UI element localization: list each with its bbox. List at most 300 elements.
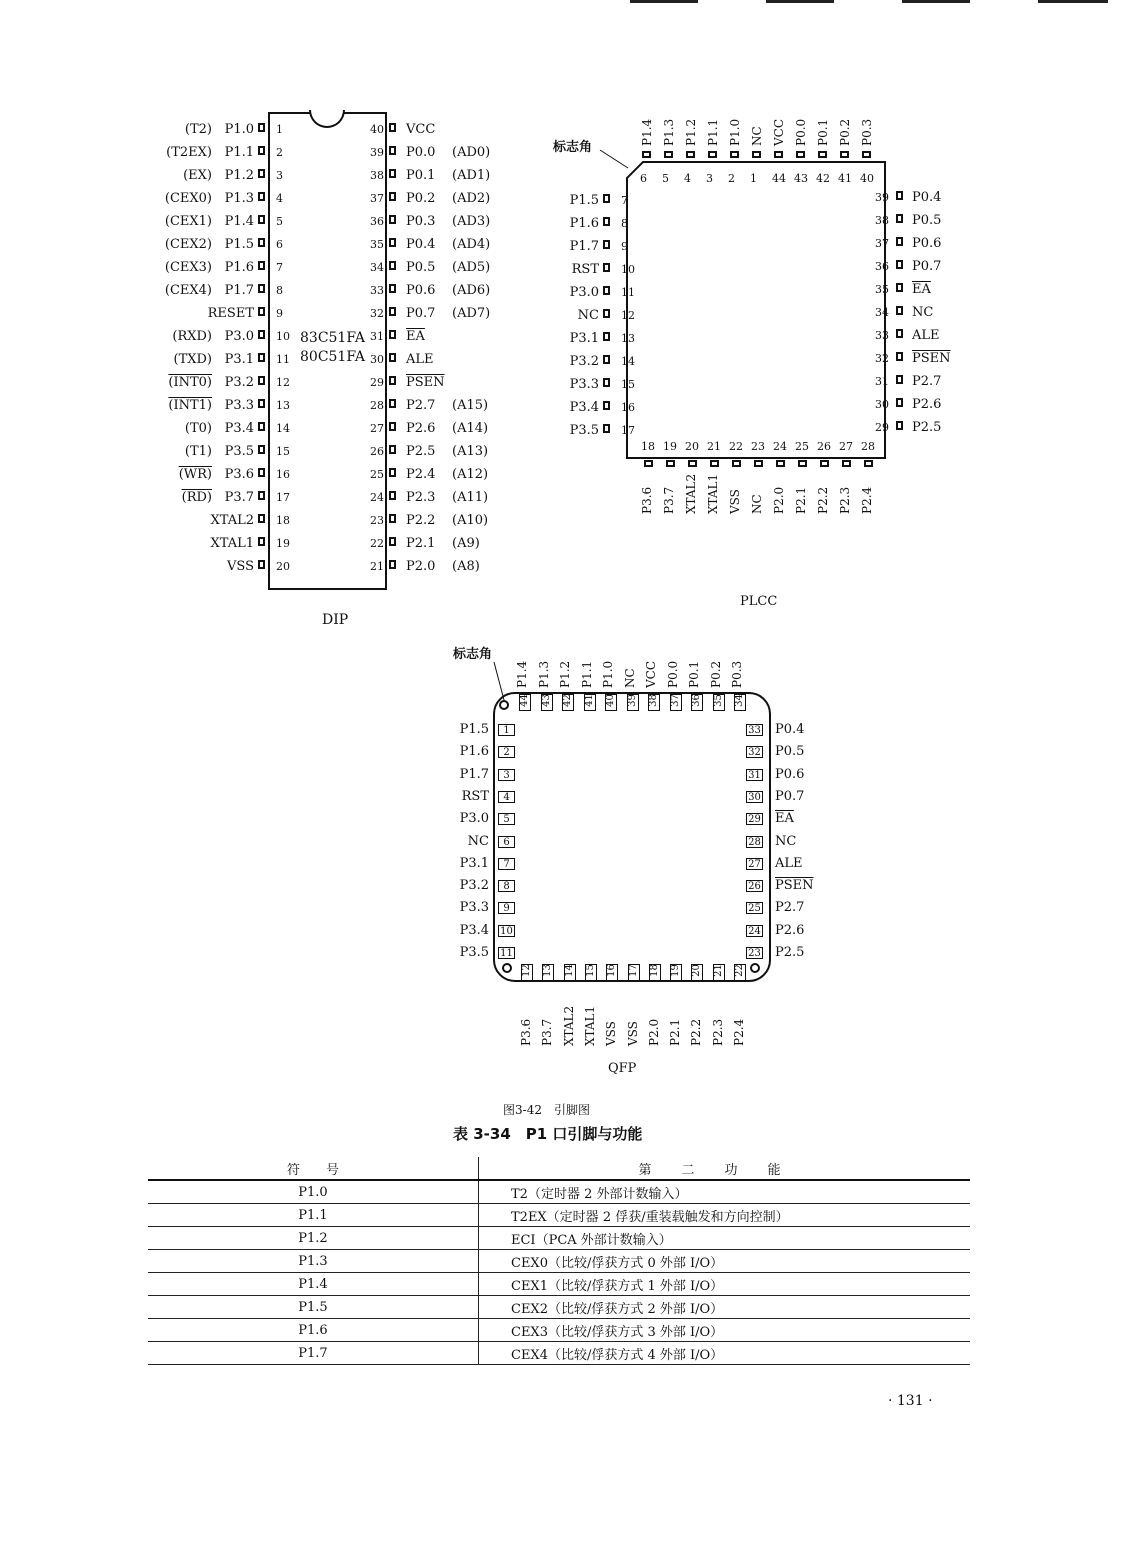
plcc-pin-stub: [776, 460, 785, 467]
plcc-pin-stub: [896, 191, 903, 200]
plcc-pin-number: 41: [838, 172, 852, 185]
dip-pin-number: 30: [370, 353, 384, 366]
table-row: [148, 1227, 970, 1250]
plcc-pin-number: 6: [640, 172, 647, 185]
dip-pin-name: P2.0: [406, 559, 436, 574]
qfp-pin-number: 30: [746, 791, 763, 803]
qfp-pin-name: P0.7: [775, 788, 805, 804]
dip-pin-stub: [389, 307, 396, 316]
dip-pin-name: P1.3: [224, 191, 254, 206]
cell-symbol: P1.7: [148, 1342, 479, 1365]
plcc-pin-name: P0.6: [912, 236, 942, 251]
cell-symbol: P1.0: [148, 1180, 479, 1204]
plcc-pin-name: P1.0: [728, 118, 742, 146]
qfp-pin-number: 37: [670, 694, 682, 711]
plcc-pin-stub: [896, 306, 903, 315]
qfp-pin-number: 29: [746, 813, 763, 825]
qfp-pin-name: ALE: [775, 855, 803, 871]
qfp-pin-number: 33: [746, 724, 763, 736]
plcc-pin-number: 44: [772, 172, 786, 185]
dip-pin-number: 18: [276, 514, 290, 527]
qfp-pin-name: $\overline{EA}$: [775, 811, 794, 827]
dip-pin-alt-function: (A8): [452, 559, 480, 574]
plcc-pin-name: P1.2: [684, 118, 698, 146]
dip-pin-stub: [389, 284, 396, 293]
plcc-pin-name: $\overline{EA}$: [912, 282, 931, 297]
qfp-pin-number: 23: [746, 947, 763, 959]
cell-symbol: P1.6: [148, 1319, 479, 1342]
qfp-pin-number: 3: [498, 769, 515, 781]
plcc-pin-stub: [603, 401, 610, 410]
plcc-pin-name: P0.2: [838, 118, 852, 146]
qfp-pin-name: P1.0: [601, 660, 615, 688]
dip-pin-name: XTAL2: [210, 513, 254, 528]
top-rule-3: [902, 0, 970, 3]
cell-symbol: P1.2: [148, 1227, 479, 1250]
dip-pin-number: 38: [370, 169, 384, 182]
plcc-outline: [625, 160, 887, 460]
plcc-pin-number: 37: [875, 237, 889, 250]
dip-pin-stub: [258, 261, 265, 270]
plcc-pin-number: 15: [621, 378, 635, 391]
dip-pin-number: 4: [276, 192, 283, 205]
dip-pin-number: 26: [370, 445, 384, 458]
cell-symbol: P1.3: [148, 1250, 479, 1273]
qfp-pin-name: P3.6: [519, 1018, 533, 1046]
dip-pin-number: 9: [276, 307, 283, 320]
dip-pin-name: P1.2: [224, 168, 254, 183]
plcc-caption: PLCC: [740, 594, 778, 609]
dip-pin-name: P0.2: [406, 191, 436, 206]
qfp-pin-number: 34: [734, 694, 746, 711]
plcc-pin-stub: [603, 424, 610, 433]
dip-pin-stub: [389, 192, 396, 201]
dip-pin-name: P3.6: [224, 467, 254, 482]
dip-pin-name: VSS: [227, 559, 254, 574]
dip-pin-alt-function: (A15): [452, 398, 489, 413]
dip-pin-alt-function: (WR): [178, 467, 212, 482]
dip-pin-number: 14: [276, 422, 290, 435]
dip-pin-stub: [258, 146, 265, 155]
qfp-pin-name: P2.1: [668, 1018, 683, 1046]
qfp-pin-name: P1.5: [459, 722, 489, 737]
top-rule-4: [1038, 0, 1108, 3]
qfp-pin-name: NC: [775, 833, 797, 849]
plcc-pin-stub: [664, 151, 673, 158]
plcc-pin-stub: [752, 151, 761, 158]
plcc-pin-number: 21: [707, 440, 721, 453]
plcc-pin-stub: [603, 309, 610, 318]
dip-pin-stub: [389, 123, 396, 132]
dip-pin-stub: [389, 353, 396, 362]
dip-pin-name: P1.1: [224, 145, 254, 160]
plcc-pin-number: 23: [751, 440, 765, 453]
plcc-pin-stub: [896, 398, 903, 407]
qfp-pin-number: 15: [585, 964, 597, 981]
plcc-pin-stub: [896, 329, 903, 338]
dip-pin-number: 27: [370, 422, 384, 435]
qfp-corner-dot-br: [750, 963, 760, 973]
dip-pin-stub: [389, 330, 396, 339]
plcc-pin-number: 8: [621, 217, 628, 230]
plcc-pin-name: P3.4: [569, 400, 599, 415]
qfp-outline: [493, 692, 771, 982]
plcc-pin-stub: [818, 151, 827, 158]
qfp-pin-name: P3.3: [459, 900, 489, 916]
dip-pin-alt-function: (T2): [184, 122, 212, 137]
dip-chip-label-2: 80C51FA: [300, 349, 365, 365]
plcc-pin-name: P0.5: [912, 213, 942, 228]
plcc-pin-number: 17: [621, 424, 635, 437]
qfp-pin-name: P1.6: [459, 744, 489, 760]
qfp-pin-number: 2: [498, 746, 515, 758]
qfp-pin-name: RST: [461, 788, 489, 804]
dip-pin-number: 12: [276, 376, 290, 389]
dip-pin-stub: [258, 192, 265, 201]
plcc-pin-number: 26: [817, 440, 831, 453]
qfp-pin-number: 25: [746, 902, 763, 914]
qfp-pin-number: 22: [734, 964, 746, 981]
dip-pin-name: PSEN: [406, 375, 445, 390]
dip-pin-alt-function: (A14): [452, 421, 489, 436]
dip-pin-name: P2.2: [406, 513, 436, 528]
qfp-pin-number: 21: [713, 964, 725, 981]
dip-pin-name: ALE: [406, 352, 434, 367]
dip-pin-name: P1.7: [224, 283, 254, 298]
qfp-pin-name: P2.6: [775, 922, 805, 938]
plcc-pin-stub: [798, 460, 807, 467]
plcc-pin-stub: [603, 240, 610, 249]
dip-pin-stub: [258, 445, 265, 454]
plcc-pin-number: 5: [662, 172, 669, 185]
qfp-pin-number: 4: [498, 791, 515, 803]
table-row: [148, 1250, 970, 1273]
dip-pin-stub: [258, 376, 265, 385]
dip-pin-stub: [389, 146, 396, 155]
dip-pin-stub: [258, 560, 265, 569]
dip-pin-alt-function: (RD): [181, 490, 212, 505]
dip-pin-alt-function: (AD0): [452, 145, 491, 160]
qfp-pin-name: P1.2: [558, 660, 572, 688]
qfp-pin-name: P0.0: [665, 660, 680, 688]
dip-pin-name: P3.3: [224, 398, 254, 413]
qfp-pin-number: 35: [713, 694, 725, 711]
qfp-pin-name: P1.1: [579, 660, 594, 688]
plcc-pin-number: 24: [773, 440, 787, 453]
dip-pin-alt-function: (CEX0): [164, 191, 212, 206]
plcc-pin-number: 22: [729, 440, 743, 453]
dip-pin-name: P0.3: [406, 214, 436, 229]
plcc-pin-number: 31: [875, 375, 889, 388]
cell-symbol: P1.1: [148, 1204, 479, 1227]
dip-pin-number: 16: [276, 468, 290, 481]
dip-pin-alt-function: (AD4): [452, 237, 491, 252]
plcc-pin-name: P3.5: [569, 423, 599, 438]
dip-pin-alt-function: (AD3): [452, 214, 491, 229]
qfp-pin-name: P3.2: [459, 878, 489, 894]
dip-pin-alt-function: (RXD): [172, 329, 212, 344]
qfp-pin-name: P2.2: [689, 1018, 704, 1046]
plcc-pin-name: P2.7: [912, 374, 942, 389]
dip-pin-name: P0.5: [406, 260, 436, 275]
plcc-pin-stub: [862, 151, 871, 158]
dip-pin-alt-function: (INT0): [168, 375, 212, 390]
plcc-pin-stub: [603, 355, 610, 364]
plcc-pin-name: P2.2: [816, 486, 830, 514]
plcc-pin-name: P3.6: [640, 486, 654, 514]
dip-pin-number: 5: [276, 215, 283, 228]
dip-pin-number: 8: [276, 284, 283, 297]
dip-pin-stub: [258, 169, 265, 178]
qfp-caption: QFP: [608, 1061, 637, 1076]
page-number: · 131 ·: [888, 1393, 933, 1409]
plcc-pin-stub: [603, 378, 610, 387]
dip-pin-stub: [389, 537, 396, 546]
qfp-pin-number: 36: [691, 694, 703, 711]
dip-pin-name: P3.1: [224, 352, 254, 367]
qfp-pin-name: P2.0: [646, 1018, 661, 1046]
cell-symbol: P1.5: [148, 1296, 479, 1319]
dip-pin-number: 6: [276, 238, 283, 251]
qfp-pin-number: 1: [498, 724, 515, 736]
dip-pin-number: 3: [276, 169, 283, 182]
dip-pin-number: 33: [370, 284, 384, 297]
cell-function: ECI（PCA 外部计数输入）: [479, 1227, 971, 1250]
plcc-pin-stub: [840, 151, 849, 158]
cell-function: CEX3（比较/俘获方式 3 外部 I/O）: [479, 1319, 971, 1342]
dip-pin-name: P3.5: [224, 444, 254, 459]
plcc-pin-stub: [896, 237, 903, 246]
qfp-pin-name: P0.6: [775, 766, 805, 782]
qfp-pin-name: P0.4: [775, 722, 805, 737]
table-row: [148, 1180, 970, 1204]
plcc-pin-name: VSS: [728, 489, 742, 514]
plcc-pin-number: 25: [795, 440, 809, 453]
dip-pin-number: 7: [276, 261, 283, 274]
plcc-pin-stub: [896, 352, 903, 361]
qfp-pin-name: P0.3: [730, 660, 744, 688]
qfp-pin-name: P0.5: [775, 744, 805, 760]
plcc-pin-number: 30: [875, 398, 889, 411]
plcc-pin-name: P2.6: [912, 397, 942, 412]
table-header-row: [148, 1157, 970, 1180]
dip-pin-alt-function: (INT1): [168, 398, 212, 413]
qfp-pin-name: NC: [622, 668, 637, 688]
plcc-pin-stub: [603, 332, 610, 341]
dip-pin-number: 2: [276, 146, 283, 159]
dip-pin-alt-function: (TXD): [173, 352, 212, 367]
dip-pin-number: 31: [370, 330, 384, 343]
plcc-pin-number: 40: [860, 172, 874, 185]
header-function: 第二功能: [479, 1157, 971, 1180]
dip-pin-stub: [389, 376, 396, 385]
dip-pin-number: 17: [276, 491, 290, 504]
qfp-pin-name: P0.1: [687, 660, 701, 688]
qfp-pin-number: 19: [670, 964, 682, 981]
dip-pin-alt-function: (AD2): [452, 191, 491, 206]
qfp-pin-number: 9: [498, 902, 515, 914]
qfp-pin-name: P2.3: [710, 1018, 725, 1046]
plcc-pin-name: P1.3: [662, 118, 676, 146]
dip-pin-stub: [389, 215, 396, 224]
dip-pin-stub: [389, 491, 396, 500]
plcc-pin-name: NC: [577, 308, 599, 323]
plcc-pin-number: 33: [875, 329, 889, 342]
dip-pin-name: P1.4: [224, 214, 254, 229]
plcc-pin-name: P3.7: [662, 486, 676, 514]
plcc-pin-stub: [708, 151, 717, 158]
dip-pin-name: P2.1: [406, 536, 436, 551]
plcc-pin-name: P3.3: [569, 377, 599, 392]
qfp-pin-name: P3.4: [459, 922, 489, 938]
plcc-pin-stub: [642, 151, 651, 158]
plcc-pin-stub: [603, 263, 610, 272]
plcc-pin-stub: [666, 460, 675, 467]
qfp-pin-name: P1.4: [515, 660, 529, 688]
plcc-pin-stub: [644, 460, 653, 467]
dip-pin-alt-function: (CEX1): [164, 214, 212, 229]
dip-pin-name: P0.0: [406, 145, 436, 160]
header-symbol: 符 号: [148, 1157, 479, 1180]
figure-caption: 图3-42 引脚图: [503, 1103, 590, 1117]
plcc-pin-number: 32: [875, 352, 889, 365]
plcc-pin-number: 43: [794, 172, 808, 185]
plcc-pin-name: P3.0: [569, 285, 599, 300]
dip-pin-number: 25: [370, 468, 384, 481]
dip-pin-alt-function: (CEX3): [164, 260, 212, 275]
qfp-pin-number: 13: [542, 964, 554, 981]
dip-pin-name: P3.4: [224, 421, 254, 436]
plcc-pin-name: P0.3: [860, 118, 874, 146]
cell-function: CEX4（比较/俘获方式 4 外部 I/O）: [479, 1342, 971, 1365]
plcc-pin-number: 27: [839, 440, 853, 453]
qfp-pin-name: VSS: [604, 1021, 619, 1046]
dip-pin-alt-function: (A11): [452, 490, 489, 505]
plcc-pin-number: 34: [875, 306, 889, 319]
dip-chip-label-1: 83C51FA: [300, 330, 365, 346]
qfp-marker-leader: [490, 660, 510, 702]
plcc-pin-name: P3.1: [569, 331, 599, 346]
plcc-pin-name: P1.1: [706, 118, 720, 146]
plcc-pin-number: 29: [875, 421, 889, 434]
table-row: [148, 1273, 970, 1296]
dip-pin-name: P2.3: [406, 490, 436, 505]
dip-pin-number: 35: [370, 238, 384, 251]
plcc-pin-name: P1.4: [640, 118, 654, 146]
qfp-pin-name: P3.7: [540, 1018, 555, 1046]
qfp-pin-number: 12: [521, 964, 533, 981]
qfp-pin-number: 42: [562, 694, 574, 711]
dip-pin-number: 40: [370, 123, 384, 136]
dip-pin-name: VCC: [406, 122, 436, 137]
cell-function: CEX0（比较/俘获方式 0 外部 I/O）: [479, 1250, 971, 1273]
table-row: [148, 1204, 970, 1227]
qfp-pin-number: 18: [649, 964, 661, 981]
dip-pin-stub: [258, 537, 265, 546]
dip-pin-name: P1.0: [224, 122, 254, 137]
table-row: [148, 1342, 970, 1365]
qfp-pin-number: 16: [606, 964, 618, 981]
plcc-pin-stub: [842, 460, 851, 467]
qfp-pin-number: 31: [746, 769, 763, 781]
dip-pin-number: 23: [370, 514, 384, 527]
table-row: [148, 1296, 970, 1319]
dip-pin-number: 10: [276, 330, 290, 343]
dip-pin-name: P2.4: [406, 467, 436, 482]
plcc-pin-name: ALE: [912, 328, 940, 343]
dip-pin-stub: [389, 514, 396, 523]
cell-symbol: P1.4: [148, 1273, 479, 1296]
dip-pin-alt-function: (A9): [452, 536, 480, 551]
dip-pin-stub: [258, 123, 265, 132]
dip-pin-number: 34: [370, 261, 384, 274]
qfp-pin-number: 26: [746, 880, 763, 892]
plcc-pin-stub: [732, 460, 741, 467]
plcc-pin-stub: [896, 421, 903, 430]
plcc-pin-number: 3: [706, 172, 713, 185]
qfp-pin-number: 28: [746, 836, 763, 848]
dip-pin-number: 28: [370, 399, 384, 412]
plcc-pin-name: P2.1: [794, 486, 808, 514]
qfp-pin-name: P1.7: [459, 766, 489, 782]
dip-pin-name: P0.1: [406, 168, 436, 183]
plcc-pin-stub: [820, 460, 829, 467]
qfp-pin-name: P3.0: [459, 811, 489, 827]
plcc-pin-number: 38: [875, 214, 889, 227]
dip-pin-number: 20: [276, 560, 290, 573]
qfp-pin-name: P3.1: [459, 855, 489, 871]
dip-pin-name: P0.4: [406, 237, 436, 252]
dip-pin-stub: [258, 215, 265, 224]
dip-pin-stub: [389, 238, 396, 247]
qfp-pin-number: 17: [628, 964, 640, 981]
qfp-pin-number: 24: [746, 925, 763, 937]
qfp-pin-number: 7: [498, 858, 515, 870]
table-row: [148, 1319, 970, 1342]
plcc-pin-name: RST: [571, 262, 599, 277]
qfp-pin-number: 39: [627, 694, 639, 711]
plcc-pin-stub: [603, 194, 610, 203]
plcc-pin-stub: [754, 460, 763, 467]
plcc-pin-name: P2.5: [912, 420, 942, 435]
plcc-pin-stub: [896, 375, 903, 384]
qfp-pin-number: 8: [498, 880, 515, 892]
qfp-pin-name: P2.5: [775, 945, 805, 960]
plcc-pin-name: VCC: [772, 118, 786, 146]
table-title: 表 3-34 P1 口引脚与功能: [453, 1125, 643, 1143]
plcc-pin-name: P2.3: [838, 486, 852, 514]
plcc-pin-number: 18: [641, 440, 655, 453]
qfp-pin-name: XTAL2: [561, 1005, 576, 1046]
cell-function: T2EX（定时器 2 俘获/重装载触发和方向控制）: [479, 1204, 971, 1227]
dip-pin-name: P2.6: [406, 421, 436, 436]
dip-pin-number: 37: [370, 192, 384, 205]
plcc-pin-number: 9: [621, 240, 628, 253]
plcc-pin-name: P0.0: [794, 118, 808, 146]
dip-pin-alt-function: (EX): [183, 168, 212, 183]
plcc-pin-stub: [603, 286, 610, 295]
dip-pin-number: 19: [276, 537, 290, 550]
qfp-pin-number: 20: [691, 964, 703, 981]
plcc-pin-stub: [730, 151, 739, 158]
dip-pin-stub: [258, 491, 265, 500]
dip-pin-number: 1: [276, 123, 283, 136]
dip-pin-stub: [258, 307, 265, 316]
plcc-pin-number: 4: [684, 172, 691, 185]
plcc-pin-number: 10: [621, 263, 635, 276]
dip-pin-name: P1.5: [224, 237, 254, 252]
plcc-pin-number: 19: [663, 440, 677, 453]
